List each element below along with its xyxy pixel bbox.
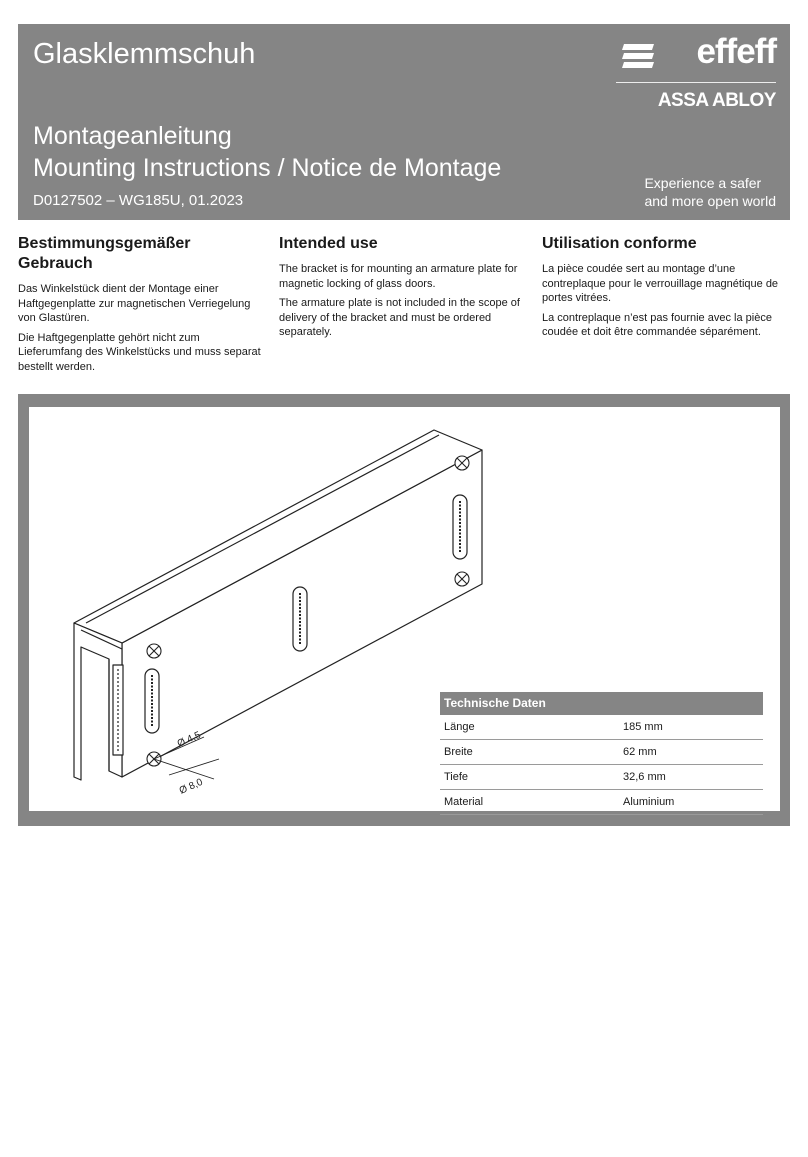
screw-hole xyxy=(147,644,161,658)
heading-fr: Utilisation conforme xyxy=(542,235,697,252)
paragraph-fr-1: La pièce coudée sert au montage d’une contreplaque pour le verrouillage magnétique de portes vitrées. xyxy=(542,263,779,304)
paragraph-en-2: The armature plate is not included in the scope of delivery of the bracket and must be ordered separately. xyxy=(279,297,520,338)
screw-hole xyxy=(455,572,469,586)
table-row xyxy=(440,790,763,815)
row-label: Breite xyxy=(444,746,473,758)
effeff-logo xyxy=(616,32,776,120)
heading-en: Intended use xyxy=(279,235,378,252)
dim-label-large: Ø 8,0 xyxy=(177,776,205,797)
header-band xyxy=(18,24,790,220)
paragraph-de-1: Das Winkelstück dient der Montage einer Haftgegenplatte zur magnetischen Verriegelung von Glastüren. xyxy=(18,283,251,324)
tech-data-title: Technische Daten xyxy=(440,692,763,715)
effeff-mark-icon xyxy=(620,42,656,70)
table-row xyxy=(440,715,763,740)
group-name: ASSA ABLOY xyxy=(657,90,776,111)
screw-hole xyxy=(455,456,469,470)
subtitle-mounting-instructions: Mounting Instructions / Notice de Montage xyxy=(33,154,502,182)
row-value: Aluminium xyxy=(623,796,675,808)
paragraph-de-2: Die Haftgegenplatte gehört nicht zum Lieferumfang des Winkelstücks und muss separat bestellt werden. xyxy=(18,331,261,373)
dim-leader-large xyxy=(154,759,214,779)
intended-use-fr xyxy=(542,234,782,345)
dim-label-small: Ø 4,5 xyxy=(175,729,203,750)
heading-de: Bestimmungsgemäßer Gebrauch xyxy=(18,235,191,272)
subtitle-montageanleitung: Montageanleitung xyxy=(33,122,232,150)
document-reference: D0127502 – WG185U, 01.2023 xyxy=(33,192,244,209)
paragraph-fr-2: La contreplaque n’est pas fournie avec la pièce coudée et doit être commandée séparément. xyxy=(542,311,772,338)
intended-use-en xyxy=(279,234,527,345)
figure-frame xyxy=(18,394,790,826)
row-value: 185 mm xyxy=(623,721,663,733)
tagline-line-2: and more open world xyxy=(644,193,776,209)
tech-data-table xyxy=(440,692,763,815)
intended-use-de xyxy=(18,234,266,379)
table-row xyxy=(440,765,763,790)
product-title: Glasklemmschuh xyxy=(33,38,256,70)
figure-panel xyxy=(29,407,780,811)
logo-divider xyxy=(616,82,776,83)
paragraph-en-1: The bracket is for mounting an armature plate for magnetic locking of glass doors. xyxy=(279,263,518,290)
row-label: Tiefe xyxy=(444,771,469,783)
row-label: Material xyxy=(444,796,484,808)
brand-name: effeff xyxy=(696,32,776,71)
table-row xyxy=(440,740,763,765)
row-value: 32,6 mm xyxy=(623,771,666,783)
row-label: Länge xyxy=(444,721,475,733)
tagline xyxy=(644,174,776,210)
tagline-line-1: Experience a safer xyxy=(644,175,762,191)
row-value: 62 mm xyxy=(623,746,657,758)
